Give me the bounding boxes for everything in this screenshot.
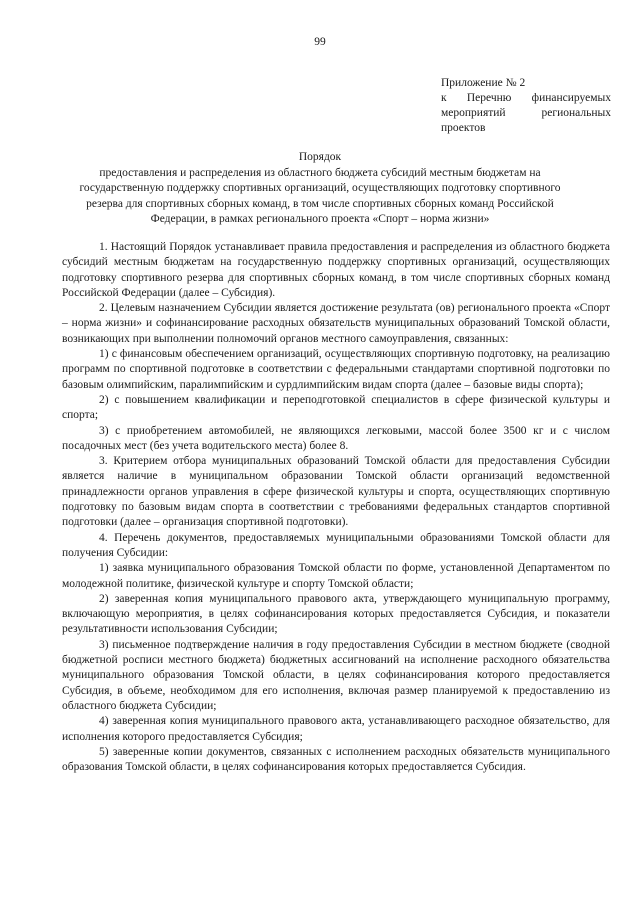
paragraph: 3) с приобретением автомобилей, не являющихся легковыми, массой более 3500 кг и с числом посадочных мест (без учета водительского места) более 8. (62, 424, 610, 452)
title-subtitle: предоставления и распределения из областного бюджета субсидий местным бюджетам на государственную поддержку спортивных организаций, осуществляющих подготовку спортивного резерва для спортивных сборных команд, в том числе спортивных сборных команд Российской Федерации, в рамках регионального проекта «Спорт – норма жизни» (79, 166, 561, 225)
appendix-block (441, 76, 611, 136)
paragraph: 2) заверенная копия муниципального правового акта, утверждающего муниципальную программу, включающую мероприятия, в целях софинансирования которых предоставляется Субсидия, и показатели результативности использования Субсидии; (62, 592, 610, 636)
paragraph: 5) заверенные копии документов, связанных с исполнением расходных обязательств муниципального образования Томской области, в целях софинансирования которых предоставляется Субсидия. (62, 745, 610, 774)
page-number: 99 (314, 36, 326, 48)
appendix-line-2: к Перечню финансируемых (441, 92, 611, 104)
paragraph: 3) письменное подтверждение наличия в году предоставления Субсидии в местном бюджете (сводной бюджетной росписи местного бюджета) бюджетных ассигнований на исполнение расходного обязательства муниципального образования Томской области, в целях софинансирования которого предоставляется Субсидия, в объеме, необходимом для его исполнения, включая размер планируемой к предоставлению из областного бюджета Субсидии; (62, 638, 610, 712)
document-body (62, 240, 610, 775)
paragraph: 3. Критерием отбора муниципальных образований Томской области для предоставления Субсидии является наличие в муниципальном образовании Томской области организаций ведомственной принадлежности органов управления в сфере физической культуры и спорта, осуществляющих спортивную подготовку по базовым видам спорта в соответствии с требованиями федеральных стандартов спортивной подготовки (далее – организация спортивной подготовки). (62, 455, 610, 529)
paragraph: 1) заявка муниципального образования Томской области по форме, установленной Департаментом по молодежной политике, физической культуре и спорту Томской области; (62, 562, 610, 590)
paragraph: 1) с финансовым обеспечением организаций, осуществляющих спортивную подготовку, на реализацию программ по спортивной подготовке в соответствии с федеральными стандартами спортивной подготовки по базовым олимпийским, паралимпийским и сурдлимпийским видам спорта (далее – базовые виды спорта); (62, 348, 610, 391)
paragraph: 1. Настоящий Порядок устанавливает правила предоставления и распределения из областного бюджета субсидий местным бюджетам на государственную поддержку спортивных организаций, осуществляющих подготовку спортивного резерва для спортивных сборных команд, в том числе спортивных сборных команд Российской Федерации (далее – Субсидия). (62, 241, 610, 299)
appendix-line-3: мероприятий региональных (441, 107, 611, 119)
paragraph: 4) заверенная копия муниципального правового акта, устанавливающего расходное обязательство, для исполнения которого предоставляется Субсидия; (62, 715, 610, 743)
paragraph: 2) с повышением квалификации и переподготовкой специалистов в сфере физической культуры и спорта; (62, 393, 610, 422)
document-title (60, 150, 580, 228)
paragraph: 2. Целевым назначением Субсидии является достижение результата (ов) регионального проекта «Спорт – норма жизни» и софинансирование расходных обязательств муниципальных образований Томской области, возникающих при выполнении полномочий органов местного самоуправления, связанных: (62, 302, 610, 345)
title-heading: Порядок (298, 151, 342, 163)
paragraph: 4. Перечень документов, предоставляемых муниципальными образованиями Томской области для получения Субсидии: (62, 531, 610, 559)
appendix-line-4: проектов (441, 122, 486, 134)
appendix-line-1: Приложение № 2 (441, 77, 526, 89)
